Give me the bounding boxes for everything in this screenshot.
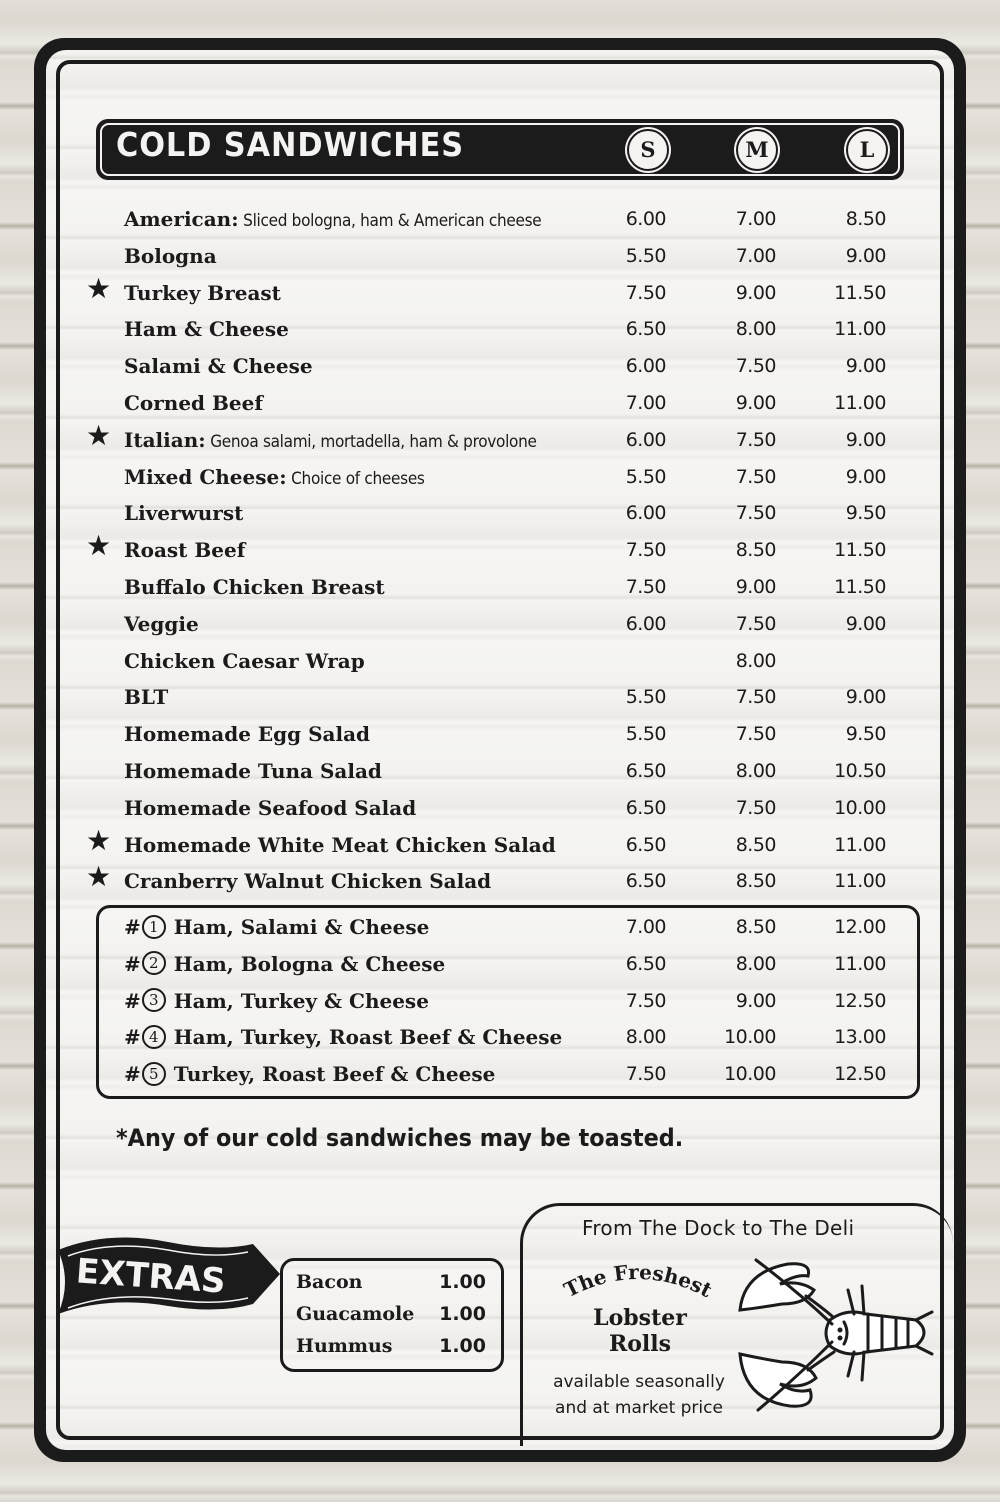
item-name (124, 202, 541, 238)
item-title: Homemade Seafood Salad (124, 795, 417, 820)
price-medium: 7.50 (735, 355, 776, 378)
lobster-title-line2: Rolls (608, 1331, 672, 1357)
price-small: 5.50 (625, 465, 666, 488)
price-large: 9.50 (845, 723, 886, 746)
extras-title: EXTRAS (74, 1251, 227, 1302)
price-small: 6.00 (625, 428, 666, 451)
item-name (124, 570, 385, 606)
combo-title: Ham, Turkey & Cheese (173, 988, 429, 1013)
price-large: 9.00 (845, 355, 886, 378)
price-medium: 9.00 (735, 392, 776, 414)
price-medium: 8.00 (735, 952, 776, 975)
price-small: 6.00 (625, 502, 666, 525)
price-small: 8.00 (625, 1026, 666, 1049)
menu-item-row (0, 312, 1000, 346)
price-small: 5.50 (625, 723, 666, 746)
availability-line2: and at market price (555, 1398, 723, 1418)
price-small: 7.50 (625, 576, 666, 598)
item-title: Bologna (124, 243, 217, 268)
price-small: 7.00 (625, 392, 666, 414)
price-medium: 10.00 (724, 1063, 776, 1086)
item-description: Sliced bologna, ham & American cheese (238, 211, 542, 231)
item-title: Salami & Cheese (124, 354, 313, 379)
item-title: Buffalo Chicken Breast (124, 575, 385, 599)
price-small: 6.50 (625, 796, 666, 819)
menu-item-row (0, 607, 1000, 641)
menu-item-row (0, 349, 1000, 383)
size-badge-medium: M (736, 129, 778, 171)
combo-row (0, 984, 1000, 1018)
lobster-title-line1: Lobster (593, 1305, 687, 1331)
price-medium: 9.00 (735, 281, 776, 304)
item-title: American: (124, 207, 239, 231)
price-large: 12.50 (834, 1063, 886, 1086)
menu-item-row (0, 860, 1000, 898)
extra-price: 1.00 (439, 1271, 486, 1293)
extras-banner (48, 1222, 288, 1322)
item-name (124, 496, 243, 532)
combo-number-badge: 3 (142, 988, 166, 1012)
item-name (124, 386, 263, 422)
combo-row (0, 1020, 1000, 1054)
price-large: 11.00 (834, 870, 886, 893)
combo-title: Ham, Turkey, Roast Beef & Cheese (173, 1025, 563, 1050)
combo-number-badge: 1 (142, 915, 166, 939)
menu-item-row (0, 271, 1000, 310)
price-medium: 8.50 (735, 916, 776, 938)
extra-item (296, 1298, 496, 1330)
item-title: Mixed Cheese: (124, 464, 287, 489)
menu-item-row (0, 680, 1000, 714)
combo-number-badge: 4 (142, 1025, 166, 1049)
price-large: 9.00 (845, 428, 886, 451)
item-title: Homemade Egg Salad (124, 722, 371, 747)
extra-price: 1.00 (439, 1335, 486, 1357)
price-medium: 7.50 (735, 723, 776, 746)
item-name (124, 533, 245, 569)
price-medium: 8.00 (735, 760, 776, 782)
item-name (124, 828, 556, 864)
item-title: Liverwurst (124, 501, 244, 526)
extra-item (296, 1330, 496, 1362)
combo-number-badge: 2 (142, 951, 166, 975)
price-large: 11.00 (834, 318, 886, 341)
price-small: 6.50 (625, 760, 666, 782)
combo-row (0, 910, 1000, 944)
item-name (124, 644, 365, 680)
item-title: Cranberry Walnut Chicken Salad (124, 869, 492, 894)
item-name (124, 754, 382, 790)
price-medium: 7.00 (735, 208, 776, 230)
price-large: 12.50 (834, 989, 886, 1012)
item-title: Veggie (124, 611, 199, 636)
extra-price: 1.00 (439, 1303, 486, 1325)
price-medium: 8.50 (735, 870, 776, 893)
menu-item-row (0, 644, 1000, 678)
price-large: 12.00 (834, 916, 886, 938)
price-large: 13.00 (834, 1026, 886, 1049)
price-small: 5.50 (625, 244, 666, 267)
price-small: 6.00 (625, 355, 666, 378)
combo-number-badge: 5 (142, 1062, 166, 1086)
price-large: 8.50 (845, 208, 886, 230)
item-name (124, 423, 537, 459)
item-description: Choice of cheeses (286, 468, 425, 489)
price-large: 9.00 (845, 465, 886, 488)
price-medium: 8.50 (735, 539, 776, 562)
price-large: 11.00 (834, 952, 886, 975)
menu-item-row (0, 496, 1000, 530)
item-title: Turkey Breast (124, 280, 281, 305)
toast-note: *Any of our cold sandwiches may be toasted. (116, 1124, 684, 1152)
price-large: 11.50 (834, 539, 886, 562)
item-name (124, 680, 168, 716)
star-icon: ★ (86, 418, 112, 452)
combo-hash: # (124, 915, 141, 939)
price-small: 7.50 (625, 281, 666, 304)
combo-name (124, 910, 429, 944)
price-medium: 7.50 (735, 686, 776, 709)
combo-hash: # (124, 988, 141, 1013)
item-title: BLT (124, 685, 169, 710)
star-icon: ★ (86, 860, 112, 894)
price-medium: 8.00 (735, 649, 776, 672)
price-medium: 9.00 (735, 576, 776, 598)
star-icon: ★ (86, 529, 112, 563)
price-medium: 9.00 (735, 989, 776, 1012)
menu-item-row (0, 239, 1000, 273)
price-medium: 7.00 (735, 244, 776, 267)
section-title: COLD SANDWICHES (116, 125, 465, 164)
price-large: 10.50 (834, 760, 886, 782)
menu-item-row (0, 754, 1000, 788)
price-small: 7.50 (625, 1063, 666, 1086)
section-header (96, 119, 904, 180)
item-name (124, 791, 416, 827)
star-icon: ★ (86, 271, 112, 305)
price-large: 11.50 (834, 576, 886, 598)
item-name (124, 312, 289, 348)
combo-name (124, 947, 445, 981)
combo-hash: # (124, 1025, 141, 1050)
availability-line1: available seasonally (553, 1372, 725, 1392)
price-medium: 7.50 (735, 612, 776, 635)
price-large: 11.50 (834, 281, 886, 304)
item-name (124, 717, 370, 753)
menu-item-row (0, 529, 1000, 567)
price-small: 7.50 (625, 989, 666, 1012)
size-badge-small: S (627, 129, 669, 171)
item-name (124, 239, 217, 275)
item-title: Roast Beef (124, 538, 246, 563)
combo-row (0, 947, 1000, 981)
price-medium: 10.00 (724, 1026, 776, 1049)
menu-item-row (0, 570, 1000, 604)
lobster-rolls-title (580, 1305, 700, 1357)
lobster-icon (736, 1250, 936, 1420)
price-small: 6.00 (625, 612, 666, 635)
combo-hash: # (124, 951, 141, 976)
menu-item-row (0, 791, 1000, 825)
price-large: 11.00 (834, 392, 886, 414)
menu-item-row (0, 418, 1000, 457)
combo-title: Turkey, Roast Beef & Cheese (173, 1062, 496, 1087)
price-large: 9.00 (845, 686, 886, 709)
menu-item-row (0, 717, 1000, 751)
price-small: 6.50 (625, 318, 666, 341)
item-title: Corned Beef (124, 391, 263, 415)
item-name (124, 864, 491, 900)
price-medium: 7.50 (735, 796, 776, 819)
star-icon: ★ (86, 823, 112, 857)
price-small: 6.50 (625, 870, 666, 893)
price-small: 6.50 (625, 833, 666, 856)
menu-item-row (0, 823, 1000, 862)
item-title: Ham & Cheese (124, 317, 289, 342)
extra-name: Guacamole (296, 1303, 415, 1325)
item-name (124, 607, 199, 643)
price-small: 7.00 (625, 916, 666, 938)
combo-name (124, 1057, 495, 1091)
combo-name (124, 1020, 562, 1054)
price-large: 9.50 (845, 502, 886, 525)
price-small: 6.50 (625, 952, 666, 975)
combo-row (0, 1057, 1000, 1091)
combo-name (124, 984, 429, 1018)
price-small: 7.50 (625, 539, 666, 562)
item-name (124, 349, 313, 385)
freshest-text: The Freshest (560, 1259, 716, 1303)
item-name (124, 276, 281, 312)
price-large: 11.00 (834, 833, 886, 856)
lobster-tagline: From The Dock to The Deli (582, 1216, 855, 1240)
item-title: Italian: (124, 427, 206, 452)
price-large: 9.00 (845, 612, 886, 635)
extra-name: Bacon (296, 1271, 363, 1293)
price-large: 9.00 (845, 244, 886, 267)
price-medium: 8.00 (735, 318, 776, 341)
price-small: 5.50 (625, 686, 666, 709)
item-name (124, 460, 425, 496)
price-medium: 7.50 (735, 502, 776, 525)
item-title: Homemade Tuna Salad (124, 759, 382, 783)
extra-name: Hummus (296, 1335, 393, 1357)
price-medium: 8.50 (735, 833, 776, 856)
price-medium: 7.50 (735, 428, 776, 451)
svg-text:The Freshest (560, 1260, 716, 1303)
item-title: Chicken Caesar Wrap (124, 648, 365, 673)
lobster-availability (544, 1369, 734, 1421)
price-small: 6.00 (625, 208, 666, 230)
item-description: Genoa salami, mortadella, ham & provolone (205, 431, 537, 452)
menu-item-row (0, 202, 1000, 236)
menu-item-row (0, 460, 1000, 494)
price-large: 10.00 (834, 796, 886, 819)
extra-item (296, 1266, 496, 1298)
price-medium: 7.50 (735, 465, 776, 488)
item-title: Homemade White Meat Chicken Salad (124, 832, 556, 857)
combo-title: Ham, Bologna & Cheese (173, 951, 446, 976)
menu-item-row (0, 386, 1000, 420)
combo-hash: # (124, 1062, 141, 1087)
size-badge-large: L (846, 129, 888, 171)
combo-title: Ham, Salami & Cheese (173, 915, 430, 939)
